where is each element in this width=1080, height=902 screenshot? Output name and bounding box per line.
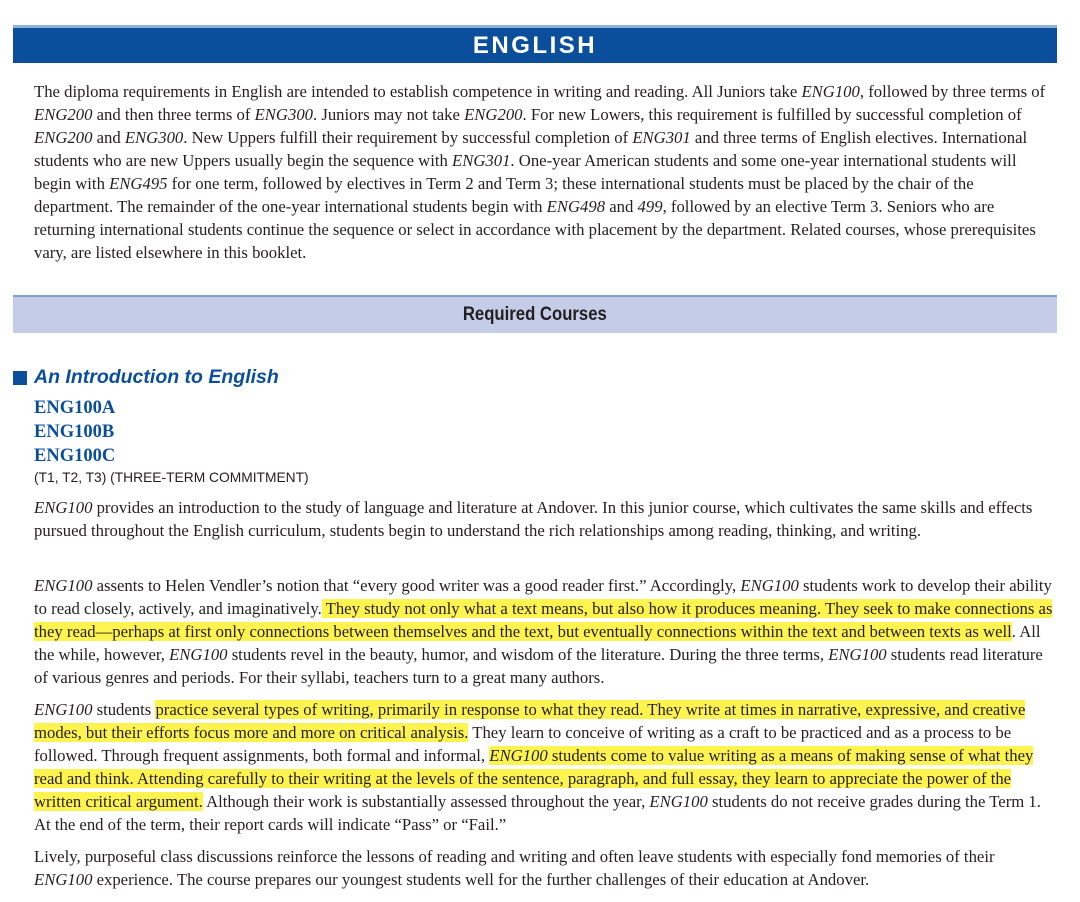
intro-text: The diploma requirements in English are intended to establish competence in writing and reading. All Juniors take [34,82,802,101]
intro-text: and [605,197,638,216]
paragraph-text: . All the while, however, [34,622,1041,664]
course-paragraph-4 [34,845,1056,891]
course-code: ENG301 [452,151,511,170]
intro-text: , followed by three terms of [859,82,1046,101]
paragraph-text: assents to Helen Vendler’s notion that “every good writer was a good reader first.” Accordingly, [92,576,741,595]
square-bullet-icon [13,371,27,385]
course-code: ENG100 [34,576,93,595]
course-code: ENG100 [34,870,93,889]
paragraph-text: students work to develop their ability to read closely, actively, and imaginatively. [34,576,1052,618]
paragraph-text: They learn to conceive of writing as a craft to be practiced and as a process to be followed. Through frequent assignments, both formal and informal, [34,723,1012,765]
course-code: ENG100 [34,700,93,719]
paragraph-text: Lively, purposeful class discussions reinforce the lessons of reading and writing and often leave students with especially fond memories of their [34,847,995,866]
intro-paragraph [34,80,1056,264]
paragraph-text: Although their work is substantially assessed throughout the year, [202,792,650,811]
intro-text: . Juniors may not take [313,105,465,124]
paragraph-text: experience. The course prepares our youngest students well for the further challenges of their education at Andover. [92,870,870,889]
course-code: ENG301 [632,128,691,147]
course-code: ENG495 [109,174,168,193]
course-terms: (T1, T2, T3) (THREE-TERM COMMITMENT) [34,470,309,485]
intro-text: . One-year American students and some one-year international students will begin with [34,151,1017,193]
course-paragraph-3 [34,698,1056,836]
intro-text: and then three terms of [92,105,255,124]
paragraph-text: provides an introduction to the study of language and literature at Andover. In this junior course, which cultivates the same skills and effects pursued throughout the English curriculum, students begin to understand the rich relationships among reading, thinking, and writing. [34,498,1033,540]
course-code: ENG300 [124,128,184,147]
course-code: 499 [637,197,663,216]
course-code: ENG200 [34,128,93,147]
course-code: ENG498 [546,197,606,216]
intro-text: and three terms of English electives. International students who are new Uppers usually begin the sequence with [34,128,1028,170]
intro-text: for one term, followed by electives in Term 2 and Term 3; these international students must be placed by the chair of the department. The remainder of the one-year international students begin with [34,174,974,216]
course-code: ENG300 [254,105,313,124]
section-header-english [13,25,1057,63]
intro-text: . For new Lowers, this requirement is fulfilled by successful completion of [522,105,1022,124]
course-code: ENG200 [464,105,523,124]
highlighted-text: practice several types of writing, primarily in response to what they read. They write at times in narrative, expressive, and creative modes, but their efforts focus more and more on critical analysis. [34,700,1026,742]
course-code: ENG100 [801,82,860,101]
course-code-list [34,396,115,468]
paragraph-text: students [92,700,156,719]
page-title: ENGLISH [472,31,598,59]
highlighted-text: They study not only what a text means, but also how it produces meaning. They seek to make connections as they read—perhaps at first only connections between themselves and the text, but eventually connections within the text and between texts as well [34,599,1053,641]
highlighted-text: students come to value writing as a means of making sense of what they read and think. Attending carefully to their writing at the levels of the sentence, paragraph, and full essay, they learn to appreciate the power of the written critical argument. [34,746,1034,811]
paragraph-text: students do not receive grades during the Term 1. At the end of the term, their report cards will indicate “Pass” or “Fail.” [34,792,1041,834]
intro-text: and [92,128,125,147]
course-code-c: ENG100C [34,446,116,466]
course-title: An Introduction to English [34,366,279,388]
course-code-a: ENG100A [34,398,116,418]
course-code: ENG100 [169,645,228,664]
course-code: ENG100 [740,576,799,595]
paragraph-text: students revel in the beauty, humor, and wisdom of the literature. During the three terms, [227,645,829,664]
intro-text: . New Uppers fulfill their requirement by successful completion of [183,128,633,147]
course-code: ENG100 [34,498,93,517]
course-code: ENG100 [828,645,887,664]
intro-text: , followed by an elective Term 3. Seniors who are returning international students continue the sequence or select in accordance with placement by the department. Related courses, whose prerequisites vary, are listed elsewhere in this booklet. [34,197,1036,262]
course-paragraph-1 [34,496,1056,542]
section-header-required-courses [13,295,1057,333]
course-code: ENG100 [649,792,708,811]
course-heading [13,366,279,389]
section-title: Required Courses [462,304,608,325]
paragraph-text: students read literature of various genres and periods. For their syllabi, teachers turn to a great many authors. [34,645,1043,687]
course-code-b: ENG100B [34,422,115,442]
course-code: ENG100 [489,746,548,765]
course-code: ENG200 [34,105,93,124]
course-paragraph-2 [34,574,1056,689]
